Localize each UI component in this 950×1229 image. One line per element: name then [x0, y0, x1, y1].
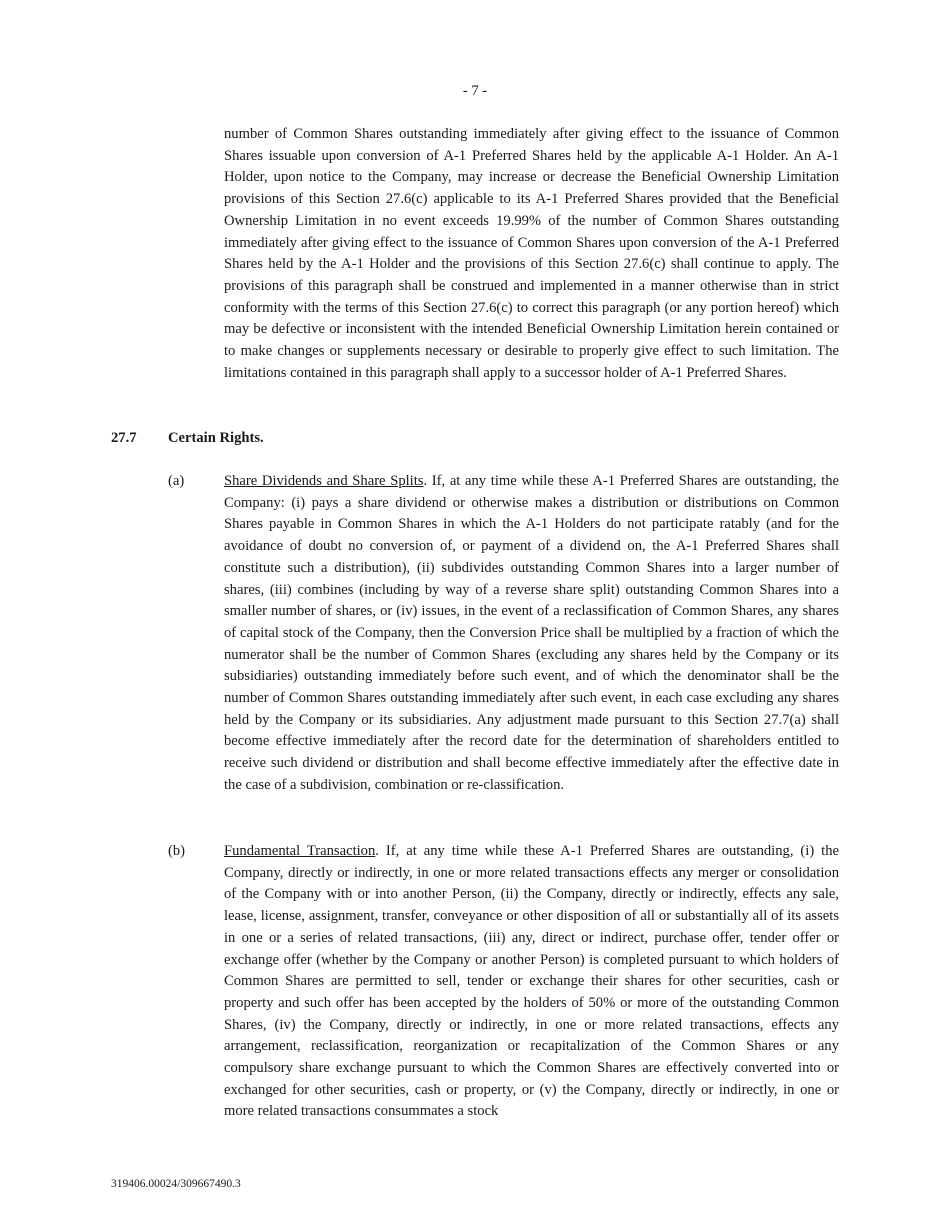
item-paragraph-a — [224, 471, 839, 797]
footer-document-id: 319406.00024/309667490.3 — [111, 1178, 241, 1190]
item-heading-a: Share Dividends and Share Splits — [224, 473, 424, 489]
continued-paragraph: number of Common Shares outstanding immediately after giving effect to the issuance of Common Shares issuable upon conversion of A-1 Preferred Shares held by the applicable A-1 Holder. An A-1 Holder, upon notice to the Company, may increase or decrease the Beneficial Ownership Limitation provisions of this Section 27.6(c) applicable to its A-1 Preferred Shares provided that the Beneficial Ownership Limitation in no event exceeds 19.99% of the number of Common Shares outstanding immediately after giving effect to the issuance of Common Shares upon conversion of the A-1 Preferred Shares held by the A-1 Holder and the provisions of this Section 27.6(c) shall continue to apply. The provisions of this paragraph shall be construed and implemented in a manner otherwise than in strict conformity with the terms of this Section 27.6(c) to correct this paragraph (or any portion hereof) which may be defective or inconsistent with the intended Beneficial Ownership Limitation herein contained or to make changes or supplements necessary or desirable to properly give effect to such limitation. The limitations contained in this paragraph shall apply to a successor holder of A-1 Preferred Shares. — [224, 126, 839, 381]
item-text-a: . If, at any time while these A-1 Preferred Shares are outstanding, the Company: (i) pays a share dividend or otherwise makes a distribution or distributions on Common Shares payable in Common Shares in which the A-1 Holders do not participate ratably (and for the avoidance of doubt no conversion of, or payment of a dividend on, the A-1 Preferred Shares shall constitute such a distribution), (ii) subdivides outstanding Common Shares into a larger number of shares, (iii) combines (including by way of a reverse share split) outstanding Common Shares into a smaller number of shares, or (iv) issues, in the event of a reclassification of Common Shares, any shares of capital stock of the Company, then the Conversion Price shall be multiplied by a fraction of which the numerator shall be the number of Common Shares (excluding any shares held by the Company or its subsidiaries) outstanding immediately before such event, and of which the denominator shall be the number of Common Shares outstanding immediately after such event, in each case excluding any shares held by the Company or its subsidiaries. Any adjustment made pursuant to this Section 27.7(a) shall become effective immediately after the record date for the determination of shareholders entitled to receive such dividend or distribution and shall become effective immediately after the effective date in the case of a subdivision, combination or re-classification. — [224, 473, 839, 793]
section-heading — [111, 428, 264, 450]
section-title: Certain Rights. — [168, 430, 264, 446]
item-paragraph-b — [224, 841, 839, 1123]
item-text-b: . If, at any time while these A-1 Preferred Shares are outstanding, (i) the Company, directly or indirectly, in one or more related transactions effects any merger or consolidation of the Company with or into another Person, (ii) the Company, directly or indirectly, effects any sale, lease, license, assignment, transfer, conveyance or other disposition of all or substantially all of its assets in one or a series of related transactions, (iii) any, direct or indirect, purchase offer, tender offer or exchange offer (whether by the Company or another Person) is completed pursuant to which holders of Common Shares are permitted to sell, tender or exchange their shares for other securities, cash or property and such offer has been accepted by the holders of 50% or more of the outstanding Common Shares, (iv) the Company, directly or indirectly, in one or more related transactions, effects any arrangement, reclassification, reorganization or recapitalization of the Common Shares or any compulsory share exchange pursuant to which the Common Shares are effectively converted into or exchanged for other securities, cash or property, or (v) the Company, directly or indirectly, in one or more related transactions consummates a stock — [224, 843, 839, 1120]
section-number: 27.7 — [111, 430, 137, 446]
item-heading-b: Fundamental Transaction — [224, 843, 376, 859]
item-marker-b: (b) — [168, 843, 186, 859]
page-number: - 7 - — [462, 83, 488, 99]
item-marker-a: (a) — [168, 473, 185, 489]
